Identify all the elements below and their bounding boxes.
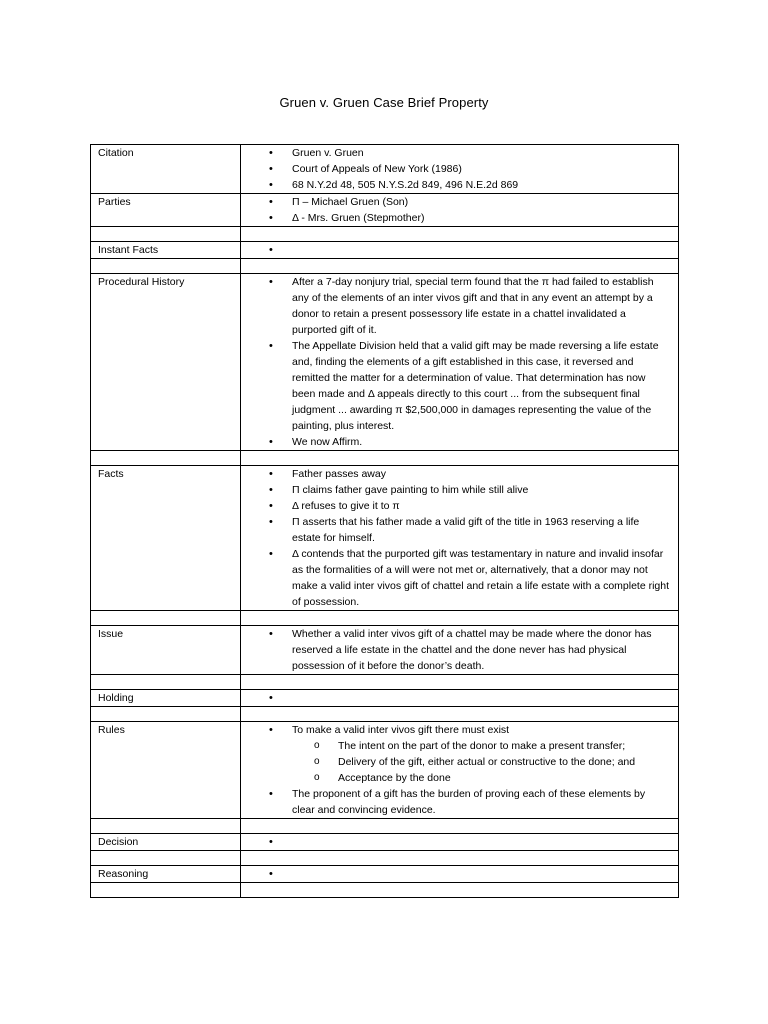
list-item: • Π claims father gave painting to him while still alive — [241, 482, 678, 498]
list-item — [241, 722, 678, 786]
empty-bullet — [241, 242, 678, 258]
list-item: • After a 7-day nonjury trial, special term found that the π had failed to establish any of the elements of an inter vivos gift and that in any event an attempt by a donor to retain a present possessory life estate in a chattel invalidated a purported gift of it. — [241, 274, 678, 338]
empty-bullet — [241, 690, 678, 706]
row-facts — [91, 466, 679, 611]
spacer-row — [91, 707, 679, 722]
row-reasoning — [91, 866, 679, 883]
list-item: • Δ contends that the purported gift was testamentary in nature and invalid insofar as the formalities of a will were not met or, alternatively, that a donor may not make a valid inter vivos gift of chattel and retain a life estate with a complete right of possession. — [241, 546, 678, 610]
content-procedural-history — [241, 274, 679, 451]
spacer-row — [91, 675, 679, 690]
list-item: • Gruen v. Gruen — [241, 145, 678, 161]
sub-list-item: o Delivery of the gift, either actual or constructive to the done; and — [292, 754, 670, 770]
empty-bullet — [241, 866, 678, 882]
list-item: • We now Affirm. — [241, 434, 678, 450]
empty-bullet — [241, 834, 678, 850]
spacer-row — [91, 259, 679, 274]
row-decision — [91, 834, 679, 851]
list-item: • Whether a valid inter vivos gift of a chattel may be made where the donor has reserved a life estate in the chattel and the done never has had physical possession of it before the donor’s death. — [241, 626, 678, 674]
list-item: • Father passes away — [241, 466, 678, 482]
list-item: • 68 N.Y.2d 48, 505 N.Y.S.2d 849, 496 N.E.2d 869 — [241, 177, 678, 193]
list-item: • The Appellate Division held that a valid gift may be made reversing a life estate and, finding the elements of a gift established in this case, it reversed and remitted the matter for a determination of value. That determination has now been made and Δ appeals directly to this court ... from the subsequent final judgment ... awarding π $2,500,000 in damages representing the value of the painting, plus interest. — [241, 338, 678, 434]
list-item: • Δ refuses to give it to π — [241, 498, 678, 514]
list-item: • Court of Appeals of New York (1986) — [241, 161, 678, 177]
content-decision — [241, 834, 679, 851]
row-issue — [91, 626, 679, 675]
label-citation: Citation — [91, 145, 241, 194]
spacer-row — [91, 227, 679, 242]
content-parties — [241, 194, 679, 227]
label-instant-facts: Instant Facts — [91, 242, 241, 259]
content-issue — [241, 626, 679, 675]
rule-text: To make a valid inter vivos gift there must exist — [292, 724, 510, 736]
content-rules — [241, 722, 679, 819]
case-brief-table — [90, 144, 679, 898]
label-procedural-history: Procedural History — [91, 274, 241, 451]
spacer-row — [91, 611, 679, 626]
label-issue: Issue — [91, 626, 241, 675]
content-holding — [241, 690, 679, 707]
spacer-row — [91, 819, 679, 834]
list-item: • Π – Michael Gruen (Son) — [241, 194, 678, 210]
list-item: • The proponent of a gift has the burden of proving each of these elements by clear and convincing evidence. — [241, 786, 678, 818]
row-instant-facts — [91, 242, 679, 259]
label-reasoning: Reasoning — [91, 866, 241, 883]
content-facts — [241, 466, 679, 611]
row-citation — [91, 145, 679, 194]
spacer-row — [91, 851, 679, 866]
document-title: Gruen v. Gruen Case Brief Property — [279, 95, 489, 110]
row-holding — [91, 690, 679, 707]
content-citation — [241, 145, 679, 194]
sub-list-item: o Acceptance by the done — [292, 770, 670, 786]
label-rules: Rules — [91, 722, 241, 819]
list-item: • Π asserts that his father made a valid gift of the title in 1963 reserving a life estate for himself. — [241, 514, 678, 546]
row-rules — [91, 722, 679, 819]
row-procedural-history — [91, 274, 679, 451]
list-item: • Δ - Mrs. Gruen (Stepmother) — [241, 210, 678, 226]
content-reasoning — [241, 866, 679, 883]
content-instant-facts — [241, 242, 679, 259]
spacer-row — [91, 883, 679, 898]
label-parties: Parties — [91, 194, 241, 227]
row-parties — [91, 194, 679, 227]
spacer-row — [91, 451, 679, 466]
label-decision: Decision — [91, 834, 241, 851]
sub-list — [292, 738, 670, 786]
label-facts: Facts — [91, 466, 241, 611]
sub-list-item: o The intent on the part of the donor to make a present transfer; — [292, 738, 670, 754]
label-holding: Holding — [91, 690, 241, 707]
